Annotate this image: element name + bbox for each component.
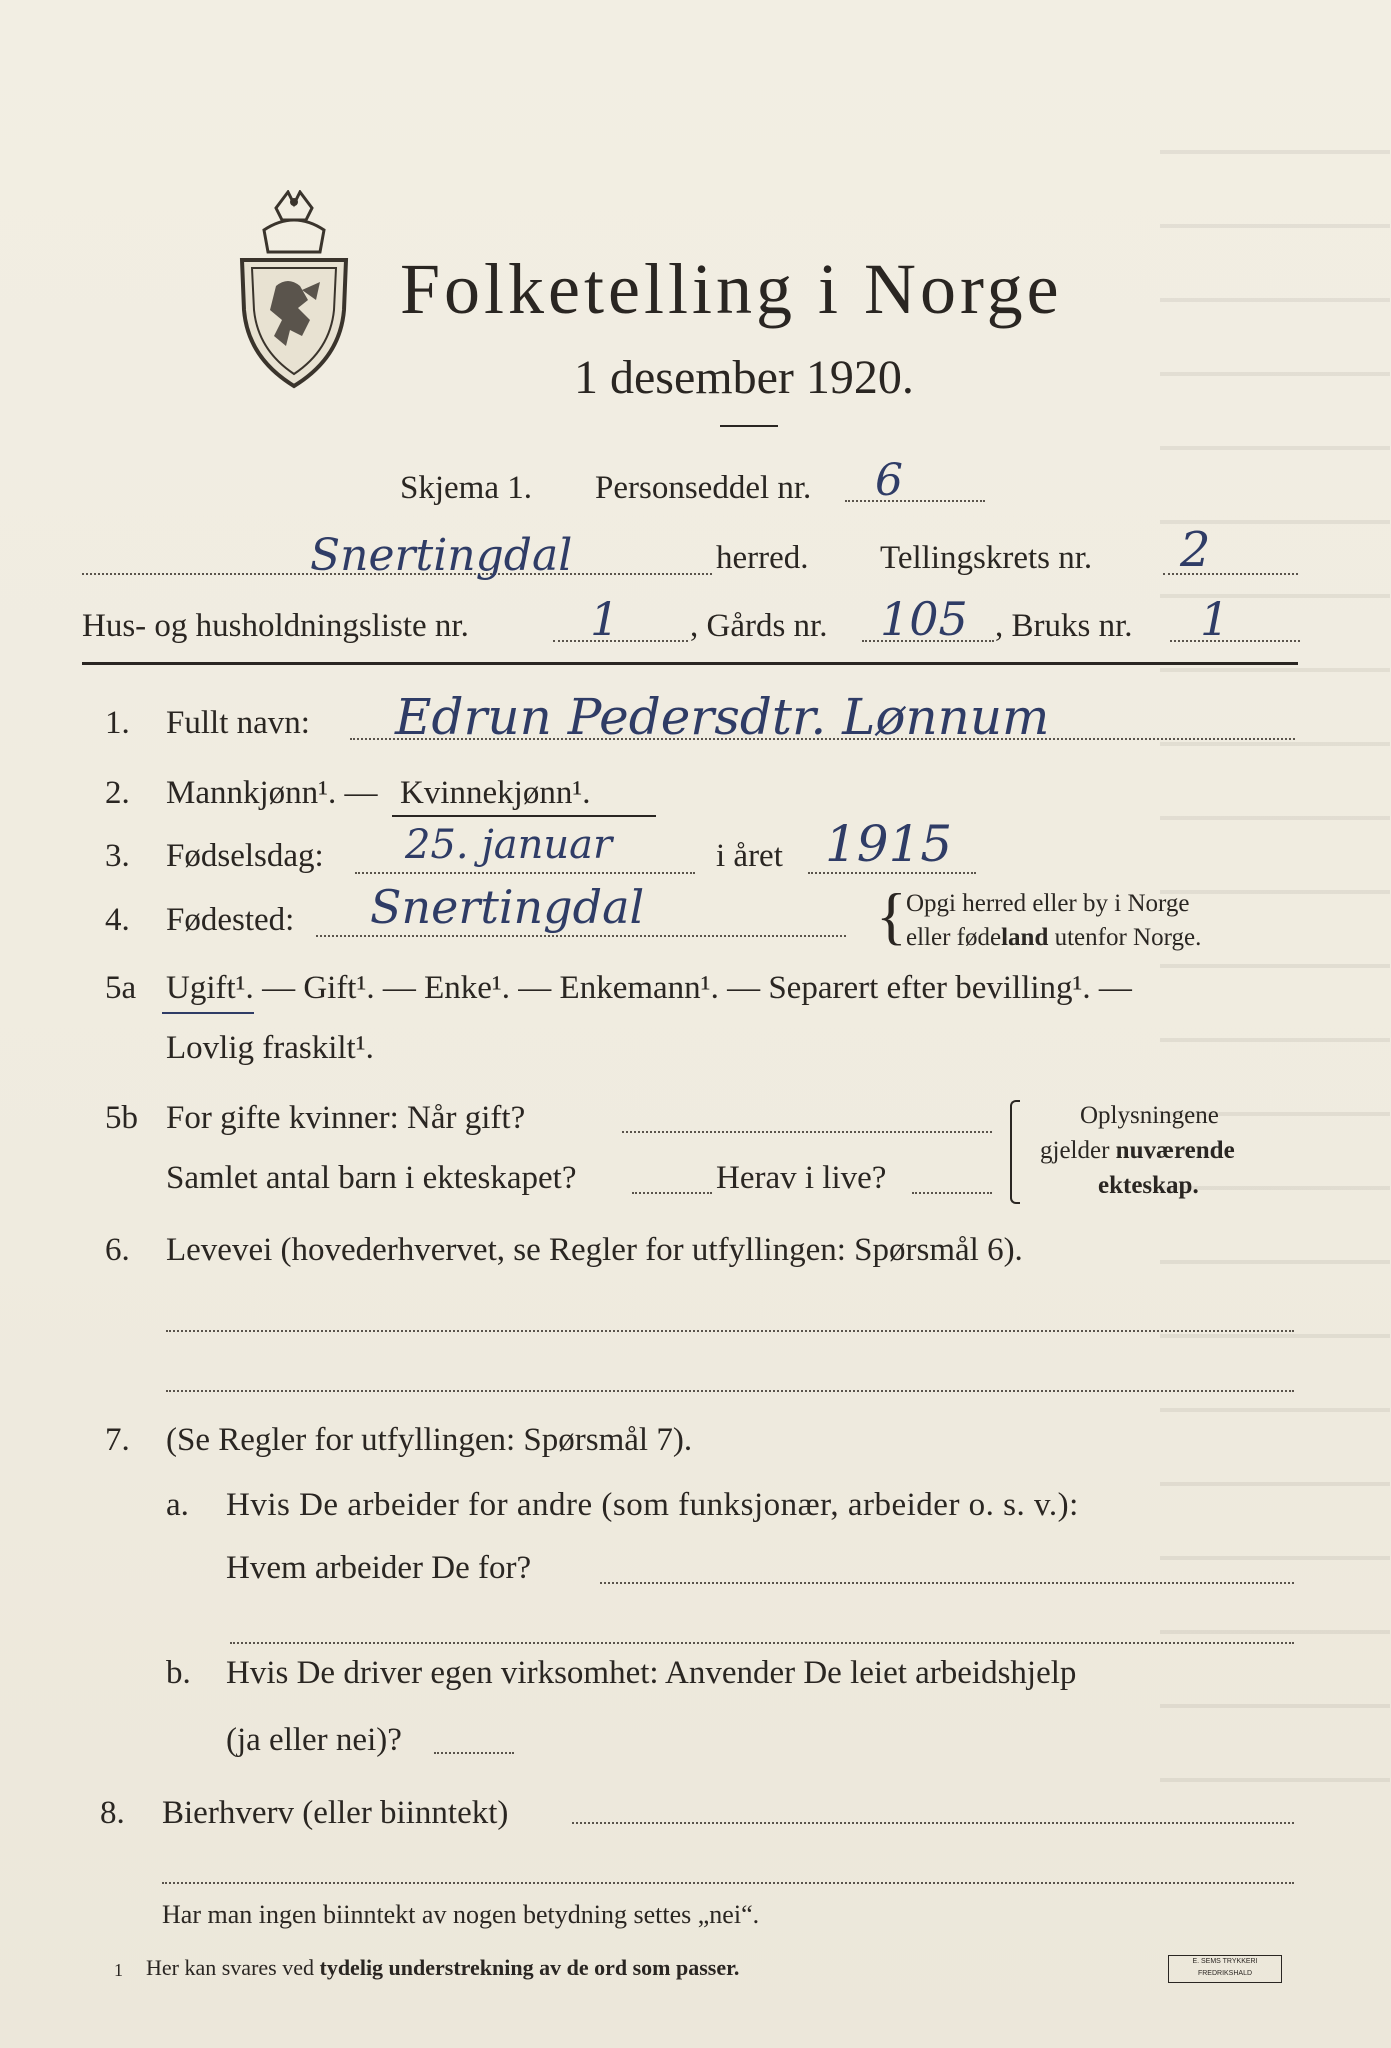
q1-value: Edrun Pedersdtr. Lønnum — [395, 688, 1050, 746]
bruks-line — [1170, 640, 1300, 642]
q3-year-value: 1915 — [825, 815, 953, 873]
q8-line — [572, 1822, 1294, 1824]
q3-line — [355, 872, 695, 874]
q4-note-2 — [906, 924, 1201, 952]
footnote-bold: tydelig understrekning av de ord som passer. — [319, 1955, 740, 1980]
q2-kvinne: Kvinnekjønn¹. — [400, 775, 591, 811]
q4-line — [316, 935, 846, 937]
footnote-mark: 1 — [114, 1960, 123, 1980]
printer-stamp: E. SEMS TRYKKERI FREDRIKSHALD — [1168, 1955, 1282, 1983]
q4-label: Fødested: — [166, 902, 295, 938]
header-divider — [82, 662, 1298, 665]
census-date: 1 desember 1920. — [574, 351, 914, 404]
q4-brace: { — [876, 880, 907, 951]
q5a-number: 5a — [105, 970, 137, 1006]
herred-label: herred. — [716, 540, 809, 576]
q3-year-label: i året — [716, 838, 783, 874]
q6-label: Levevei (hovederhvervet, se Regler for utfyllingen: Spørsmål 6). — [166, 1232, 1023, 1268]
personseddel-value: 6 — [875, 455, 903, 506]
q6-number: 6. — [105, 1232, 130, 1268]
q5b-number: 5b — [105, 1100, 138, 1136]
q7a-line — [600, 1582, 1294, 1584]
footnote-pre: Her kan svares ved — [146, 1955, 320, 1980]
q8-label: Bierhverv (eller biinntekt) — [162, 1795, 509, 1831]
q2-kvinne-underline — [392, 815, 656, 817]
q5b-note-2-pre: gjelder — [1040, 1137, 1116, 1164]
tellingskrets-value: 2 — [1180, 522, 1211, 578]
q5b-line-1: For gifte kvinner: Når gift? — [166, 1100, 526, 1136]
q7-label: (Se Regler for utfyllingen: Spørsmål 7). — [166, 1422, 693, 1458]
q4-note-2-post: utenfor Norge. — [1048, 924, 1202, 951]
q5a-rest: — Gift¹. — Enke¹. — Enkemann¹. — Separert efter bevilling¹. — — [253, 970, 1132, 1006]
q3-label: Fødselsdag: — [166, 838, 324, 874]
q5b-note-1: Oplysningene — [1080, 1102, 1219, 1129]
q7b-line-2: (ja eller nei)? — [226, 1722, 402, 1758]
q1-label: Fullt navn: — [166, 705, 310, 741]
q7a-line-extra — [230, 1642, 1294, 1644]
q7b-line — [434, 1752, 514, 1754]
personseddel-line — [845, 500, 985, 502]
gards-value: 105 — [880, 592, 968, 646]
q8-number: 8. — [100, 1795, 125, 1831]
q6-line-2 — [166, 1390, 1294, 1392]
hus-value: 1 — [590, 592, 620, 646]
q5b-line-2a: Samlet antal barn i ekteskapet? — [166, 1160, 577, 1196]
q3-value: 25. januar — [405, 822, 613, 868]
q7a-letter: a. — [166, 1487, 189, 1523]
schema-label: Skjema 1. — [400, 470, 532, 506]
bruks-label: , Bruks nr. — [995, 608, 1133, 644]
q4-note-2-pre: eller føde — [906, 924, 1002, 951]
q5a-ugift: Ugift¹. — [166, 970, 254, 1006]
q2-number: 2. — [105, 775, 130, 811]
tellingskrets-label: Tellingskrets nr. — [880, 540, 1093, 576]
bleed-through-shadow — [1160, 80, 1390, 1830]
q5b-barn-line — [632, 1192, 712, 1194]
q1-number: 1. — [105, 705, 130, 741]
q8-note: Har man ingen biinntekt av nogen betydning settes „nei“. — [162, 1900, 760, 1929]
footnote-text — [146, 1955, 739, 1981]
q6-line-1 — [166, 1330, 1294, 1332]
q7-number: 7. — [105, 1422, 130, 1458]
q4-note-1: Opgi herred eller by i Norge — [906, 890, 1190, 917]
coat-of-arms-icon — [236, 190, 352, 390]
q7b-line-1: Hvis De driver egen virksomhet: Anvender De leiet arbeidshjelp — [226, 1655, 1077, 1691]
q4-note-2-bold: land — [1001, 924, 1049, 951]
q7a-line-2: Hvem arbeider De for? — [226, 1550, 532, 1586]
q3-number: 3. — [105, 838, 130, 874]
q5b-note-3: ekteskap. — [1098, 1172, 1199, 1199]
q5b-note-2-bold: nuværende — [1115, 1137, 1235, 1164]
hus-line — [553, 640, 688, 642]
q2-mann: Mannkjønn¹. — — [166, 775, 378, 811]
gards-label: , Gårds nr. — [690, 608, 828, 644]
form-title: Folketelling i Norge — [400, 249, 1063, 329]
title-divider — [720, 425, 778, 427]
herred-value: Snertingdal — [310, 530, 573, 581]
q5a-options — [166, 970, 1132, 1007]
q8-line-extra — [162, 1882, 1294, 1884]
bruks-value: 1 — [1200, 592, 1230, 646]
q4-number: 4. — [105, 902, 130, 938]
q4-value: Snertingdal — [370, 880, 645, 934]
q5a-ugift-underline — [162, 1012, 254, 1014]
q7b-letter: b. — [166, 1655, 191, 1691]
hus-label: Hus- og husholdningsliste nr. — [82, 608, 469, 644]
q5b-line-2b: Herav i live? — [716, 1160, 887, 1196]
personseddel-label: Personseddel nr. — [595, 470, 812, 506]
q7a-line-1: Hvis De arbeider for andre (som funksjonær, arbeider o. s. v.): — [226, 1487, 1079, 1523]
q5a-line-2: Lovlig fraskilt¹. — [166, 1030, 374, 1066]
q5b-bracket — [1010, 1100, 1020, 1204]
q5b-gift-line — [622, 1131, 992, 1133]
q5b-live-line — [912, 1192, 992, 1194]
q5b-note-2 — [1040, 1137, 1235, 1165]
